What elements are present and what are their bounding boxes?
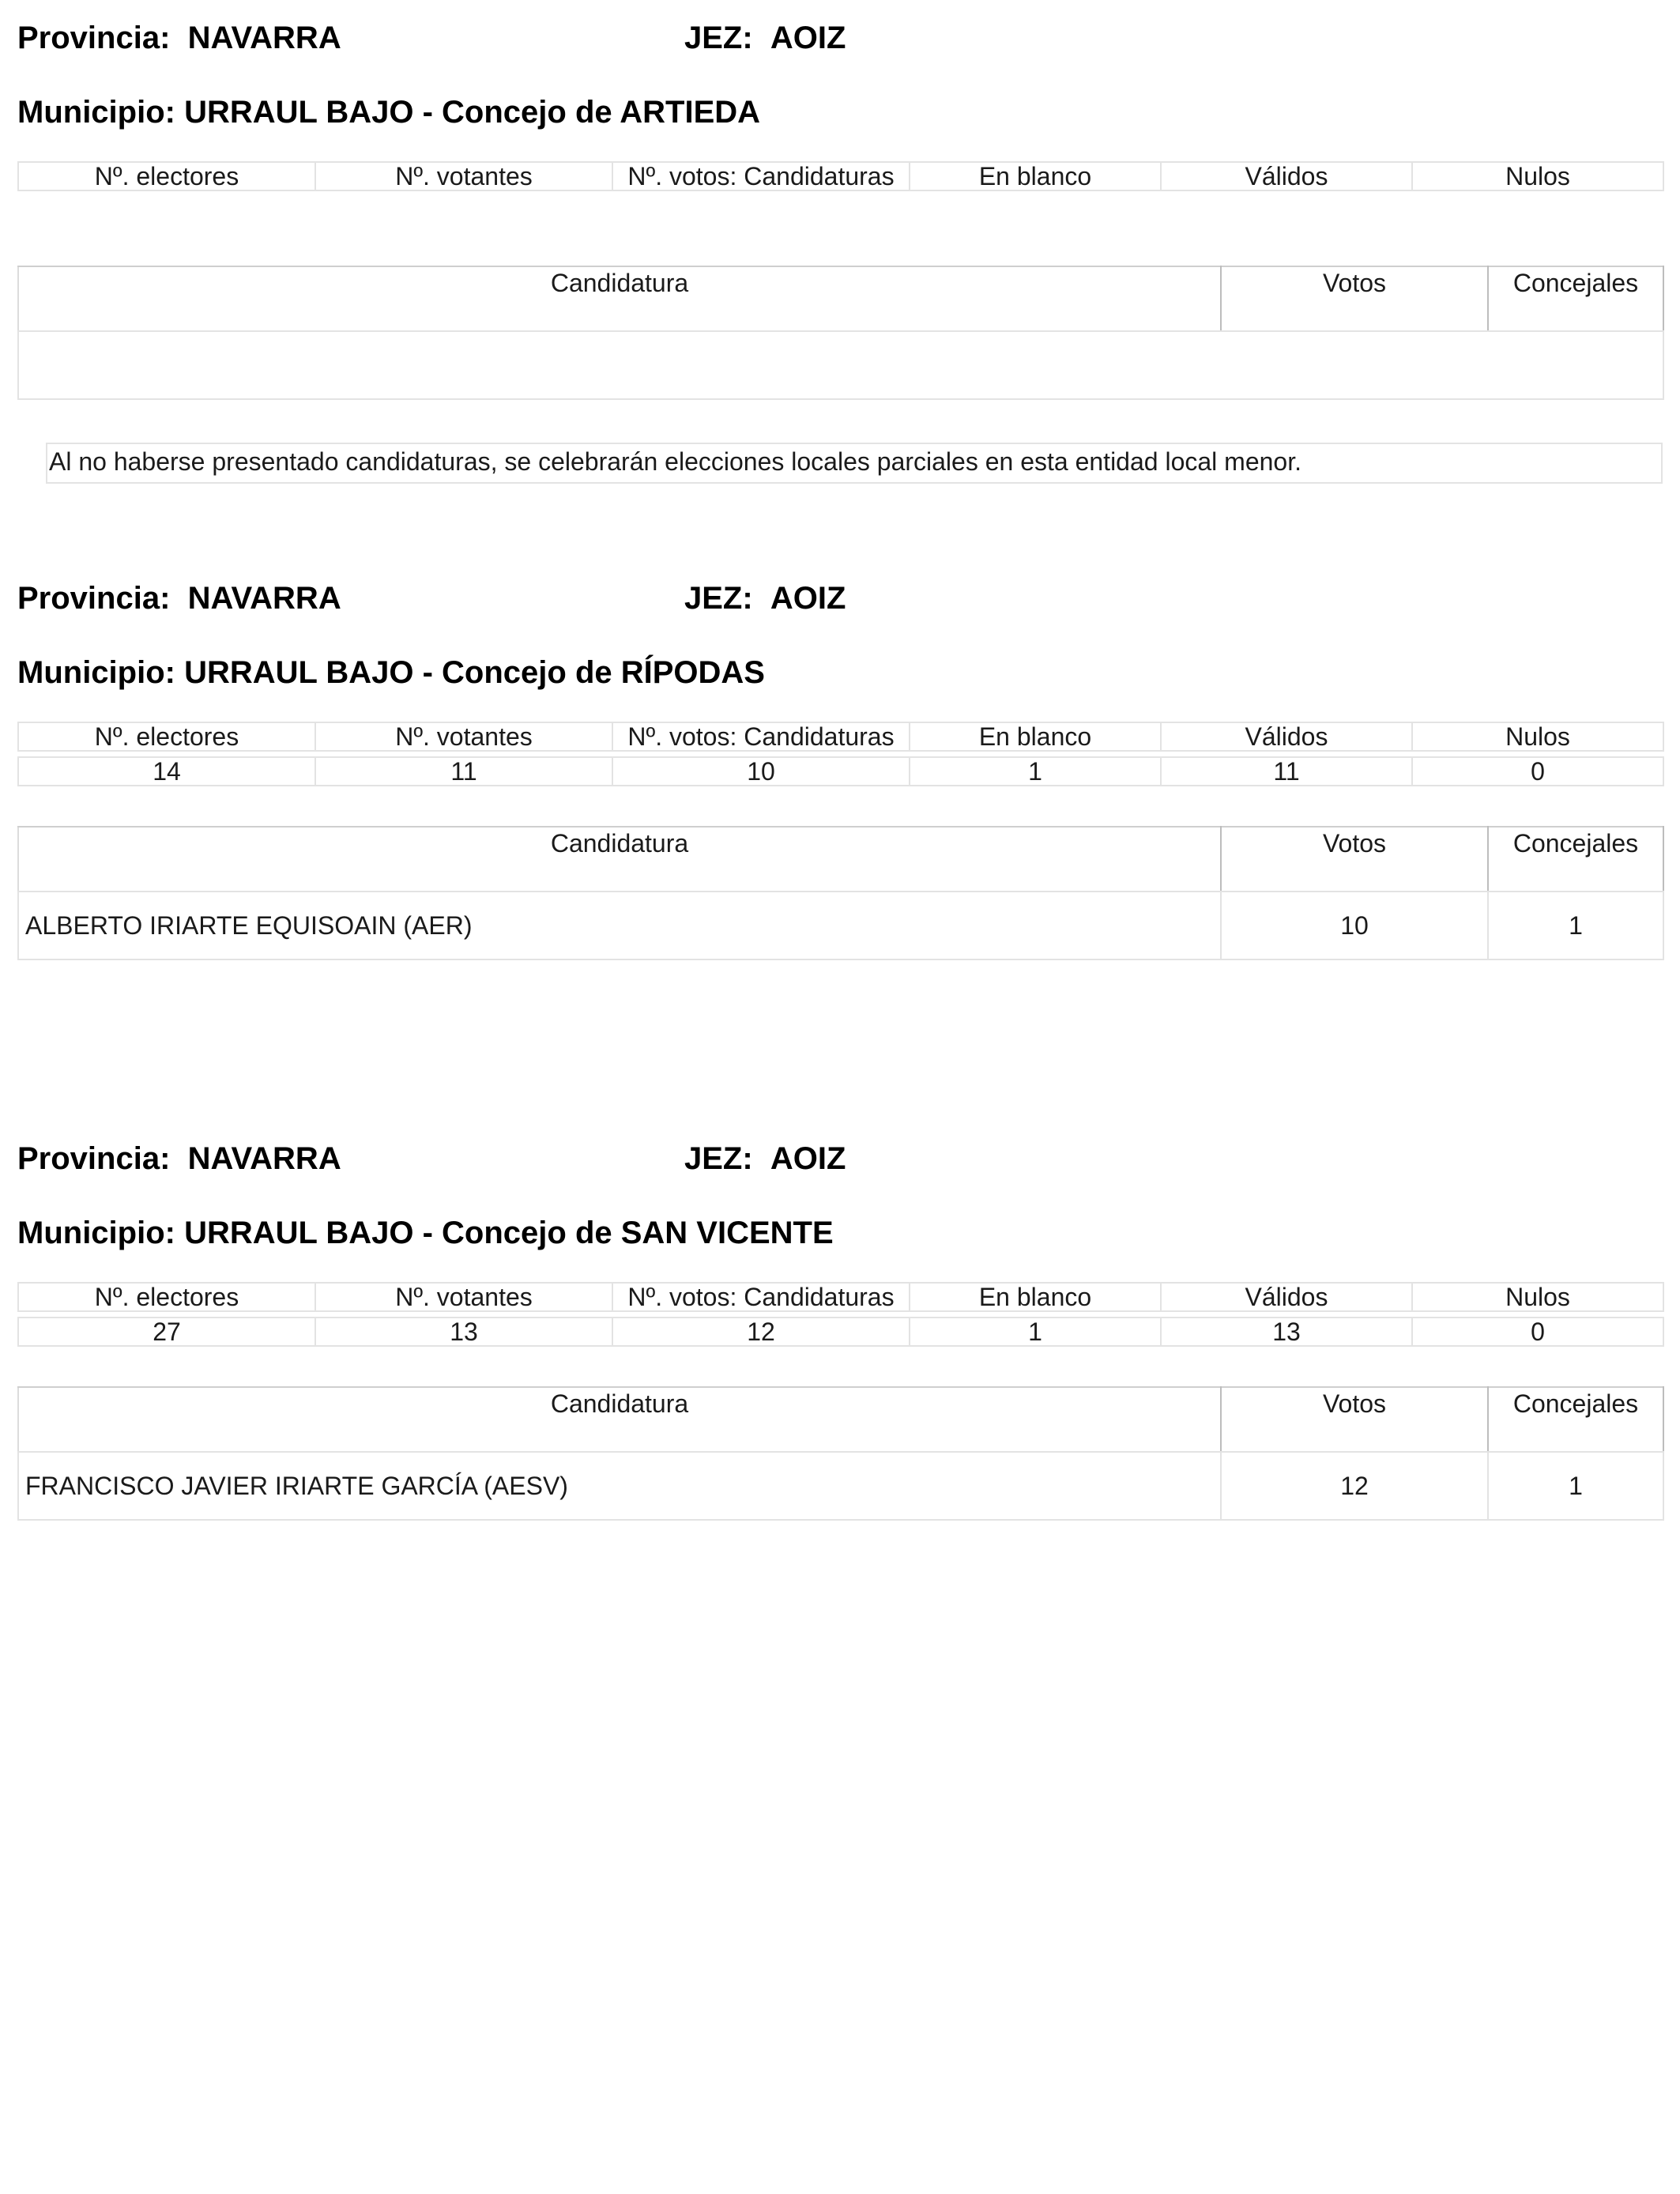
jez-heading xyxy=(684,19,846,57)
candidatura-concejales: 1 xyxy=(1488,892,1663,959)
jez-value: AOIZ xyxy=(770,1141,846,1176)
stats-gap xyxy=(18,751,1663,757)
provincia-value: NAVARRA xyxy=(187,1141,341,1176)
stats-header-row xyxy=(18,1283,1663,1311)
stats-header-row xyxy=(18,162,1663,190)
jez-label: JEZ: xyxy=(684,21,753,55)
municipio-heading xyxy=(17,1214,834,1252)
candidatura-concejales: 1 xyxy=(1488,1452,1663,1520)
votos-header: Votos xyxy=(1221,266,1488,331)
stats-header-en-blanco: En blanco xyxy=(910,1283,1161,1311)
stats-header-electores: Nº. electores xyxy=(18,722,315,751)
provincia-value: NAVARRA xyxy=(187,21,341,55)
concejales-header: Concejales xyxy=(1488,266,1663,331)
votos-header: Votos xyxy=(1221,827,1488,892)
stats-value-validos: 11 xyxy=(1161,757,1412,786)
municipio-label: Municipio: xyxy=(17,1216,175,1250)
provincia-label: Provincia: xyxy=(17,21,171,55)
stats-value-row xyxy=(18,1318,1663,1346)
stats-value-electores: 27 xyxy=(18,1318,315,1346)
no-candidates-note: Al no haberse presentado candidaturas, se celebrarán elecciones locales parciales en esta entidad local menor. xyxy=(46,443,1663,484)
stats-header-electores: Nº. electores xyxy=(18,162,315,190)
provincia-label: Provincia: xyxy=(17,581,171,616)
votos-header: Votos xyxy=(1221,1387,1488,1452)
candidatura-row xyxy=(18,1452,1663,1520)
stats-value-nulos: 0 xyxy=(1412,1318,1663,1346)
section-ripodas xyxy=(0,560,1680,1114)
stats-header-validos: Válidos xyxy=(1161,162,1412,190)
stats-value-votantes: 11 xyxy=(315,757,612,786)
jez-heading xyxy=(684,579,846,617)
municipio-value: URRAUL BAJO - Concejo de RÍPODAS xyxy=(184,655,765,690)
stats-header-votantes: Nº. votantes xyxy=(315,162,612,190)
stats-header-electores: Nº. electores xyxy=(18,1283,315,1311)
jez-value: AOIZ xyxy=(770,21,846,55)
provincia-label: Provincia: xyxy=(17,1141,171,1176)
stats-value-validos: 13 xyxy=(1161,1318,1412,1346)
candidatura-header: Candidatura xyxy=(18,827,1221,892)
stats-value-en-blanco: 1 xyxy=(910,757,1161,786)
municipio-label: Municipio: xyxy=(17,95,175,130)
stats-header-votos-candidaturas: Nº. votos: Candidaturas xyxy=(612,722,910,751)
stats-header-row xyxy=(18,722,1663,751)
stats-header-nulos: Nulos xyxy=(1412,162,1663,190)
candidatura-empty-row xyxy=(18,331,1663,399)
stats-value-electores: 14 xyxy=(18,757,315,786)
stats-header-validos: Válidos xyxy=(1161,722,1412,751)
candidatura-header: Candidatura xyxy=(18,266,1221,331)
candidatura-name: ALBERTO IRIARTE EQUISOAIN (AER) xyxy=(18,892,1221,959)
candidatura-header-row xyxy=(18,827,1663,892)
stats-header-en-blanco: En blanco xyxy=(910,162,1161,190)
candidatura-votos: 10 xyxy=(1221,892,1488,959)
candidatura-header: Candidatura xyxy=(18,1387,1221,1452)
candidatura-table xyxy=(17,266,1664,400)
candidatura-empty-cell xyxy=(18,331,1663,399)
candidatura-header-row xyxy=(18,1387,1663,1452)
candidatura-name: FRANCISCO JAVIER IRIARTE GARCÍA (AESV) xyxy=(18,1452,1221,1520)
section-san-vicente xyxy=(0,1121,1680,1674)
candidatura-votos: 12 xyxy=(1221,1452,1488,1520)
municipio-heading xyxy=(17,93,760,131)
stats-value-votos-candidaturas: 10 xyxy=(612,757,910,786)
jez-label: JEZ: xyxy=(684,1141,753,1176)
jez-heading xyxy=(684,1140,846,1178)
municipio-value: URRAUL BAJO - Concejo de ARTIEDA xyxy=(184,95,761,130)
concejales-header: Concejales xyxy=(1488,827,1663,892)
stats-header-en-blanco: En blanco xyxy=(910,722,1161,751)
municipio-value: URRAUL BAJO - Concejo de SAN VICENTE xyxy=(184,1216,834,1250)
stats-value-row xyxy=(18,757,1663,786)
provincia-value: NAVARRA xyxy=(187,581,341,616)
stats-header-votos-candidaturas: Nº. votos: Candidaturas xyxy=(612,162,910,190)
provincia-heading xyxy=(17,19,341,57)
stats-value-en-blanco: 1 xyxy=(910,1318,1161,1346)
stats-header-nulos: Nulos xyxy=(1412,722,1663,751)
stats-gap xyxy=(18,1311,1663,1318)
provincia-heading xyxy=(17,579,341,617)
candidatura-row xyxy=(18,892,1663,959)
stats-header-votantes: Nº. votantes xyxy=(315,1283,612,1311)
stats-header-votantes: Nº. votantes xyxy=(315,722,612,751)
municipio-label: Municipio: xyxy=(17,655,175,690)
stats-header-validos: Válidos xyxy=(1161,1283,1412,1311)
concejales-header: Concejales xyxy=(1488,1387,1663,1452)
provincia-heading xyxy=(17,1140,341,1178)
stats-value-nulos: 0 xyxy=(1412,757,1663,786)
candidatura-header-row xyxy=(18,266,1663,331)
jez-label: JEZ: xyxy=(684,581,753,616)
candidatura-table xyxy=(17,1386,1664,1521)
stats-table xyxy=(17,1282,1664,1347)
stats-value-votos-candidaturas: 12 xyxy=(612,1318,910,1346)
stats-table xyxy=(17,722,1664,786)
stats-header-nulos: Nulos xyxy=(1412,1283,1663,1311)
section-artieda xyxy=(0,0,1680,553)
stats-header-votos-candidaturas: Nº. votos: Candidaturas xyxy=(612,1283,910,1311)
stats-value-votantes: 13 xyxy=(315,1318,612,1346)
candidatura-table xyxy=(17,826,1664,960)
municipio-heading xyxy=(17,654,765,692)
jez-value: AOIZ xyxy=(770,581,846,616)
stats-table xyxy=(17,161,1664,191)
